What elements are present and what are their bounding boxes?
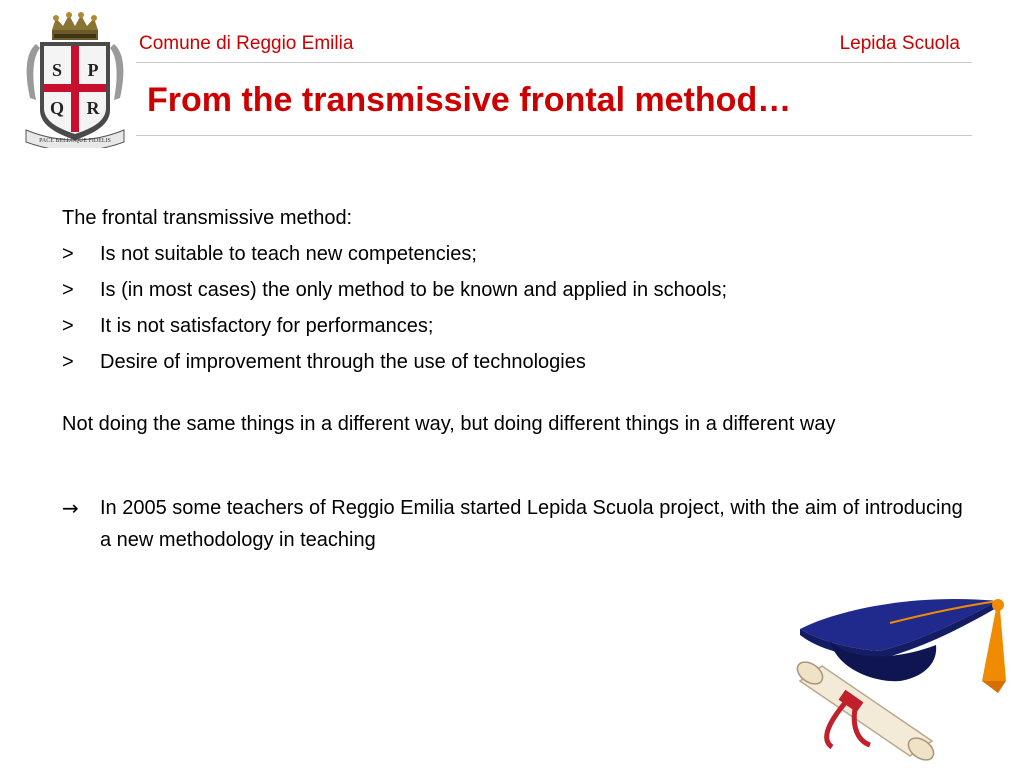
- crest-letter-q: Q: [49, 98, 65, 118]
- list-item: [62, 272, 967, 308]
- header-divider-top: [136, 62, 972, 63]
- bullet-marker: >: [62, 243, 74, 265]
- list-item: [62, 344, 967, 380]
- bullet-marker: >: [62, 315, 74, 337]
- bullet-text: It is not satisfactory for performances;: [100, 315, 434, 337]
- project-note: [62, 492, 967, 556]
- crest-letter-p: P: [87, 60, 99, 80]
- arrow-right-icon: →: [62, 496, 79, 520]
- crest-letter-r: R: [86, 98, 100, 118]
- crest-motto: PACE BELLOQUE FIDELIS: [39, 138, 111, 144]
- bullet-text: Desire of improvement through the use of technologies: [100, 351, 586, 373]
- header-organization: Comune di Reggio Emilia: [139, 33, 354, 54]
- coat-of-arms-logo: [22, 12, 128, 148]
- list-item: [62, 308, 967, 344]
- slide-title: From the transmissive frontal method…: [147, 81, 792, 119]
- bullet-marker: >: [62, 279, 74, 301]
- key-statement: Not doing the same things in a different way, but doing different things in a different way: [62, 413, 836, 435]
- header-divider-bottom: [136, 135, 972, 136]
- list-item: [62, 236, 967, 272]
- header-project-name: Lepida Scuola: [839, 33, 960, 54]
- bullet-marker: >: [62, 351, 74, 373]
- crown-icon: [52, 12, 98, 40]
- project-note-text: In 2005 some teachers of Reggio Emilia started Lepida Scuola project, with the aim of introducing a new methodology in teaching: [100, 497, 963, 551]
- bullet-list: [62, 236, 967, 380]
- graduation-cap-diploma-icon: [760, 571, 1024, 768]
- bullet-text: Is not suitable to teach new competencies;: [100, 243, 477, 265]
- bullet-text: Is (in most cases) the only method to be known and applied in schools;: [100, 279, 728, 301]
- slide-body: [62, 200, 967, 556]
- crest-letter-s: S: [51, 60, 63, 80]
- intro-text: The frontal transmissive method:: [62, 207, 353, 229]
